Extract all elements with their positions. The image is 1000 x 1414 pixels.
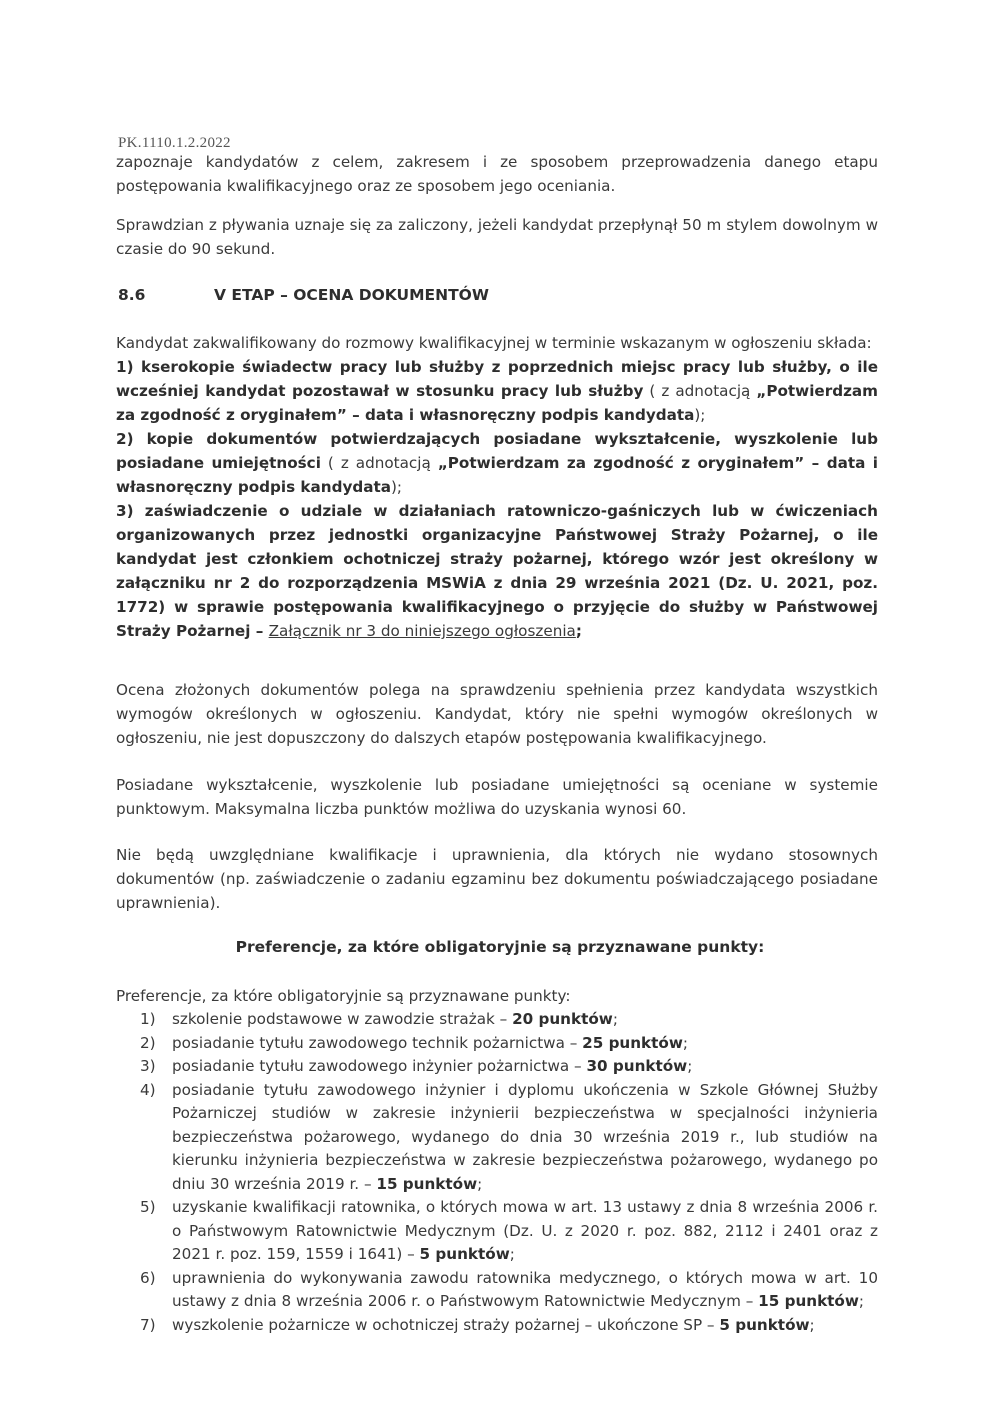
evaluation-paragraph: Ocena złożonych dokumentów polega na sprawdzeniu spełnienia przez kandydata wszystkich wymogów określonych w ogłoszeniu. Kandydat, który nie spełni wymogów określonych w ogłoszeniu, nie jest dopuszczony do dalszych etapów postępowania kwalifikacyjnego. [116,681,878,747]
preference-item [116,1055,878,1079]
preference-text: szkolenie podstawowe w zawodzie strażak – [172,1010,513,1028]
preference-end: ; [612,1010,618,1028]
preference-item [116,1267,878,1314]
preference-points: 30 punktów [586,1057,688,1075]
preference-text: uprawnienia do wykonywania zawodu ratownika medycznego, o których mowa w art. 10 ustawy z dnia 8 września 2006 r. o Państwowym Ratownictwie Medycznym – [172,1268,878,1310]
preference-end: ; [687,1057,693,1075]
preference-number: 1) [140,1010,156,1028]
preference-text: wyszkolenie pożarnicze w ochotniczej straży pożarnej – ukończone SP – [172,1315,720,1334]
preference-item [116,1008,878,1032]
preferences-lead: Preferencje, za które obligatoryjnie są przyznawane punkty: [116,987,571,1005]
preference-points: 15 punktów [758,1292,859,1310]
item2-bold2: „Potwierdzam za zgodność z oryginałem” – data i własnoręczny podpis kandydata [116,454,879,496]
item3-bold: 3) zaświadczenie o udziale w działaniach ratowniczo-gaśniczych lub w ćwiczeniach organizowanych przez jednostki organizacyjne Państwowej Straży Pożarnej, o ile kandydat jest członkiem ochotniczej straży pożarnej, którego wzór jest określony w załączniku nr 2 do rozporządzenia MSWiA z dnia 29 września 2021 (Dz. U. 2021, poz. 1772) w sprawie postępowania kwalifikacyjnego o przyjęcie do służby w Państwowej Straży Pożarnej – [116,502,878,640]
preference-text: posiadanie tytułu zawodowego inżynier pożarnictwa – [172,1057,587,1075]
documents-item-1 [116,355,878,427]
preference-points: 15 punktów [376,1174,478,1193]
preference-points: 20 punktów [512,1010,613,1028]
item1-bold2: „Potwierdzam za zgodność z oryginałem” – data i własnoręczny podpis kandydata [116,382,878,424]
attachment-link[interactable]: Załącznik nr 3 do niniejszego ogłoszenia [268,622,576,640]
preference-item [116,1079,878,1197]
preference-end: ; [477,1174,483,1193]
item1-normal: ( z adnotacją [643,382,757,400]
section-heading [118,286,489,304]
section-title: V ETAP – OCENA DOKUMENTÓW [214,286,489,304]
documents-lead: Kandydat zakwalifikowany do rozmowy kwalifikacyjnej w terminie wskazanym w ogłoszeniu składa: [116,334,872,352]
points-paragraph: Posiadane wykształcenie, wyszkolenie lub posiadane umiejętności są oceniane w systemie punktowym. Maksymalna liczba punktów możliwa do uzyskania wynosi 60. [116,776,878,818]
preference-text: uzyskanie kwalifikacji ratownika, o których mowa w art. 13 ustawy z dnia 8 września 2006 r. o Państwowym Ratownictwie Medycznym (Dz. U. z 2020 r. poz. 882, 2112 i 2401 oraz z 2021 r. poz. 159, 1559 i 1641) – [172,1198,878,1263]
preference-number: 5) [140,1198,156,1216]
item1-bold: 1) kserokopie świadectw pracy lub służby z poprzednich miejsc pracy lub służby, o ile wcześniej kandydat pozostawał w stosunku pracy lub służby [116,358,878,400]
document-reference: PK.1110.1.2.2022 [118,135,231,151]
documents-list [116,331,878,643]
preferences-list [116,1008,878,1337]
preference-number: 2) [140,1033,156,1052]
preference-number: 7) [140,1315,156,1334]
preference-number: 3) [140,1057,156,1075]
preference-end: ; [809,1315,815,1334]
preference-item [116,1196,878,1267]
item1-end: ); [694,406,706,424]
preference-end: ; [858,1292,865,1310]
documents-item-2 [116,427,878,499]
preference-text: posiadanie tytułu zawodowego technik pożarnictwa – [172,1033,583,1052]
item2-normal: ( z adnotacją [320,454,438,472]
exclusion-paragraph: Nie będą uwzględniane kwalifikacje i uprawnienia, dla których nie wydano stosownych dokumentów (np. zaświadczenie o zadaniu egzaminu bez dokumentu poświadczającego posiadane uprawnienia). [116,846,878,912]
documents-item-3 [116,499,878,643]
preference-points: 5 punktów [419,1245,510,1263]
preference-end: ; [682,1033,689,1052]
preference-points: 25 punktów [582,1033,683,1052]
item3-end: ; [575,622,582,640]
item2-end: ); [390,478,403,496]
preference-item [116,1314,878,1338]
preference-number: 6) [140,1268,156,1287]
section-number: 8.6 [118,286,146,304]
preference-number: 4) [140,1080,156,1099]
preference-text: posiadanie tytułu zawodowego inżynier i dyplomu ukończenia w Szkole Głównej Służby Pożarniczej studiów w zakresie inżynierii bezpieczeństwa w specjalności inżynieria bezpieczeństwa pożarowego, wydanego do dnia 30 września 2019 r., lub studiów na kierunku inżynieria bezpieczeństwa w zakresie bezpieczeństwa pożarowego, wydanego po dniu 30 września 2019 r. – [172,1080,878,1193]
swim-test-paragraph: Sprawdzian z pływania uznaje się za zaliczony, jeżeli kandydat przepłynął 50 m stylem dowolnym w czasie do 90 sekund. [116,216,878,258]
preference-end: ; [509,1245,515,1263]
preferences-title: Preferencje, za które obligatoryjnie są przyznawane punkty: [235,938,765,956]
intro-paragraph: zapoznaje kandydatów z celem, zakresem i ze sposobem przeprowadzenia danego etapu postępowania kwalifikacyjnego oraz ze sposobem jego oceniania. [116,153,878,195]
preference-item [116,1032,878,1056]
item2-bold: 2) kopie dokumentów potwierdzających posiadane wykształcenie, wyszkolenie lub posiadane umiejętności [116,430,878,472]
preference-points: 5 punktów [719,1315,810,1334]
